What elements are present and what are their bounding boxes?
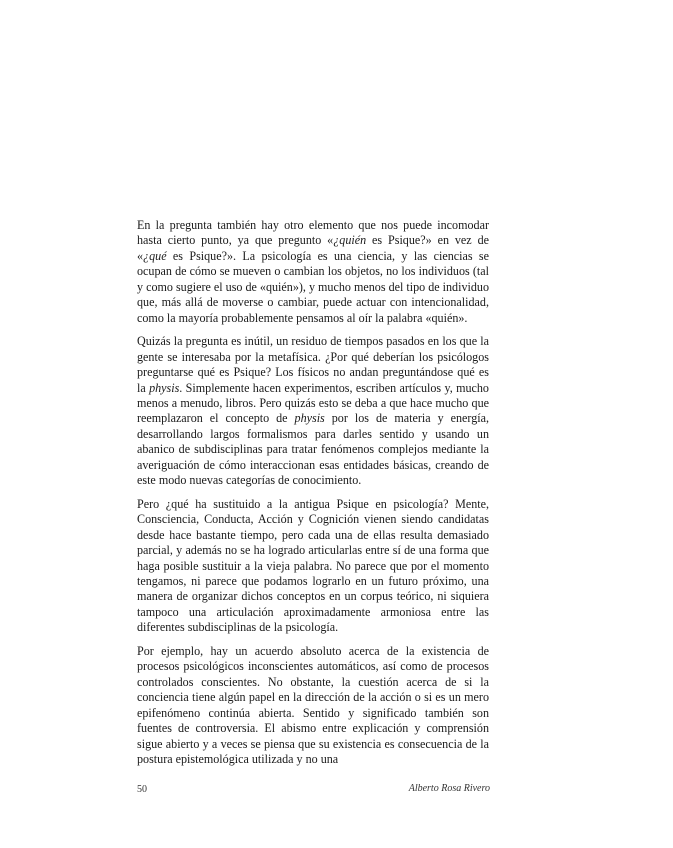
paragraph: [137, 218, 489, 326]
italic-text: physis: [294, 411, 325, 426]
text-run: es Psique?». La psicología es una ciencia, y las ciencias se ocupan de cómo se mueven o cambian los objetos, no los individuos (tal y como sugiere el uso de «quién»), y mucho menos del tipo de individuo que, más allá de moverse o cambiar, puede actuar con intencionalidad, como la mayoría probablemente pensamos al oír la palabra «quién».: [137, 248, 490, 325]
paragraph: [137, 644, 489, 768]
text-run: Quizás la pregunta es inútil, un residuo de tiempos pasados en los que la gente se interesaba por la metafísica. ¿Por qué deberían los psicólogos preguntarse qué es Psique? Los físicos no andan preguntándose qué es la: [137, 334, 489, 395]
text-run: En la pregunta también hay otro elemento que nos puede incomodar hasta cierto punto, ya que pregunto «: [137, 218, 489, 248]
text-run: es Psique?» en vez de «: [137, 233, 489, 263]
running-footer-author: Alberto Rosa Rivero: [408, 783, 490, 794]
text-run: . Simplemente hacen experimentos, escriben artículos y, mucho menos a menudo, libros. Pero quizás esto se deba a que hace mucho que reemplazaron el concepto de: [137, 380, 489, 426]
text-run: Pero ¿qué ha sustituido a la antigua Psique en psicología? Mente, Consciencia, Conducta, Acción y Cognición vienen siendo candidatas desde hace bastante tiempo, pero cada una de ellas resulta demasiado parcial, y además no se ha logrado articularlas entre sí de una forma que haga posible sustituir a la vieja palabra. No parece que por el momento tengamos, ni parece que podamos lograrlo en un futuro próximo, una manera de organizar dichos conceptos en un corpus teórico, ni siquiera tampoco una articulación aproximadamente armoniosa entre las diferentes subdisciplinas de la psicología.: [137, 496, 489, 635]
body-text: [137, 218, 489, 775]
paragraph: [137, 334, 489, 489]
paragraph: [137, 497, 489, 636]
page-number: 50: [137, 784, 147, 795]
italic-text: ¿quién: [333, 233, 367, 248]
text-run: Por ejemplo, hay un acuerdo absoluto acerca de la existencia de procesos psicológicos inconscientes automáticos, así como de procesos controlados conscientes. No obstante, la cuestión acerca de si la conciencia tiene algún papel en la dirección de la acción o si es un mero epifenómeno continúa abierta. Sentido y significado también son fuentes de controversia. El abismo entre explicación y comprensión sigue abierto y a veces se piensa que su existencia es consecuencia de la postura epistemológica utilizada y no una: [137, 643, 489, 766]
italic-text: physis: [149, 380, 180, 395]
text-run: por los de materia y energía, desarrollando largos formalismos para darles sentido y usando un abanico de subdisciplinas para tratar fenómenos complejos mediante la averiguación de cómo interaccionan esas entidades básicas, creando de este modo nuevas categorías de conocimiento.: [137, 411, 489, 488]
italic-text: ¿qué: [143, 248, 167, 263]
